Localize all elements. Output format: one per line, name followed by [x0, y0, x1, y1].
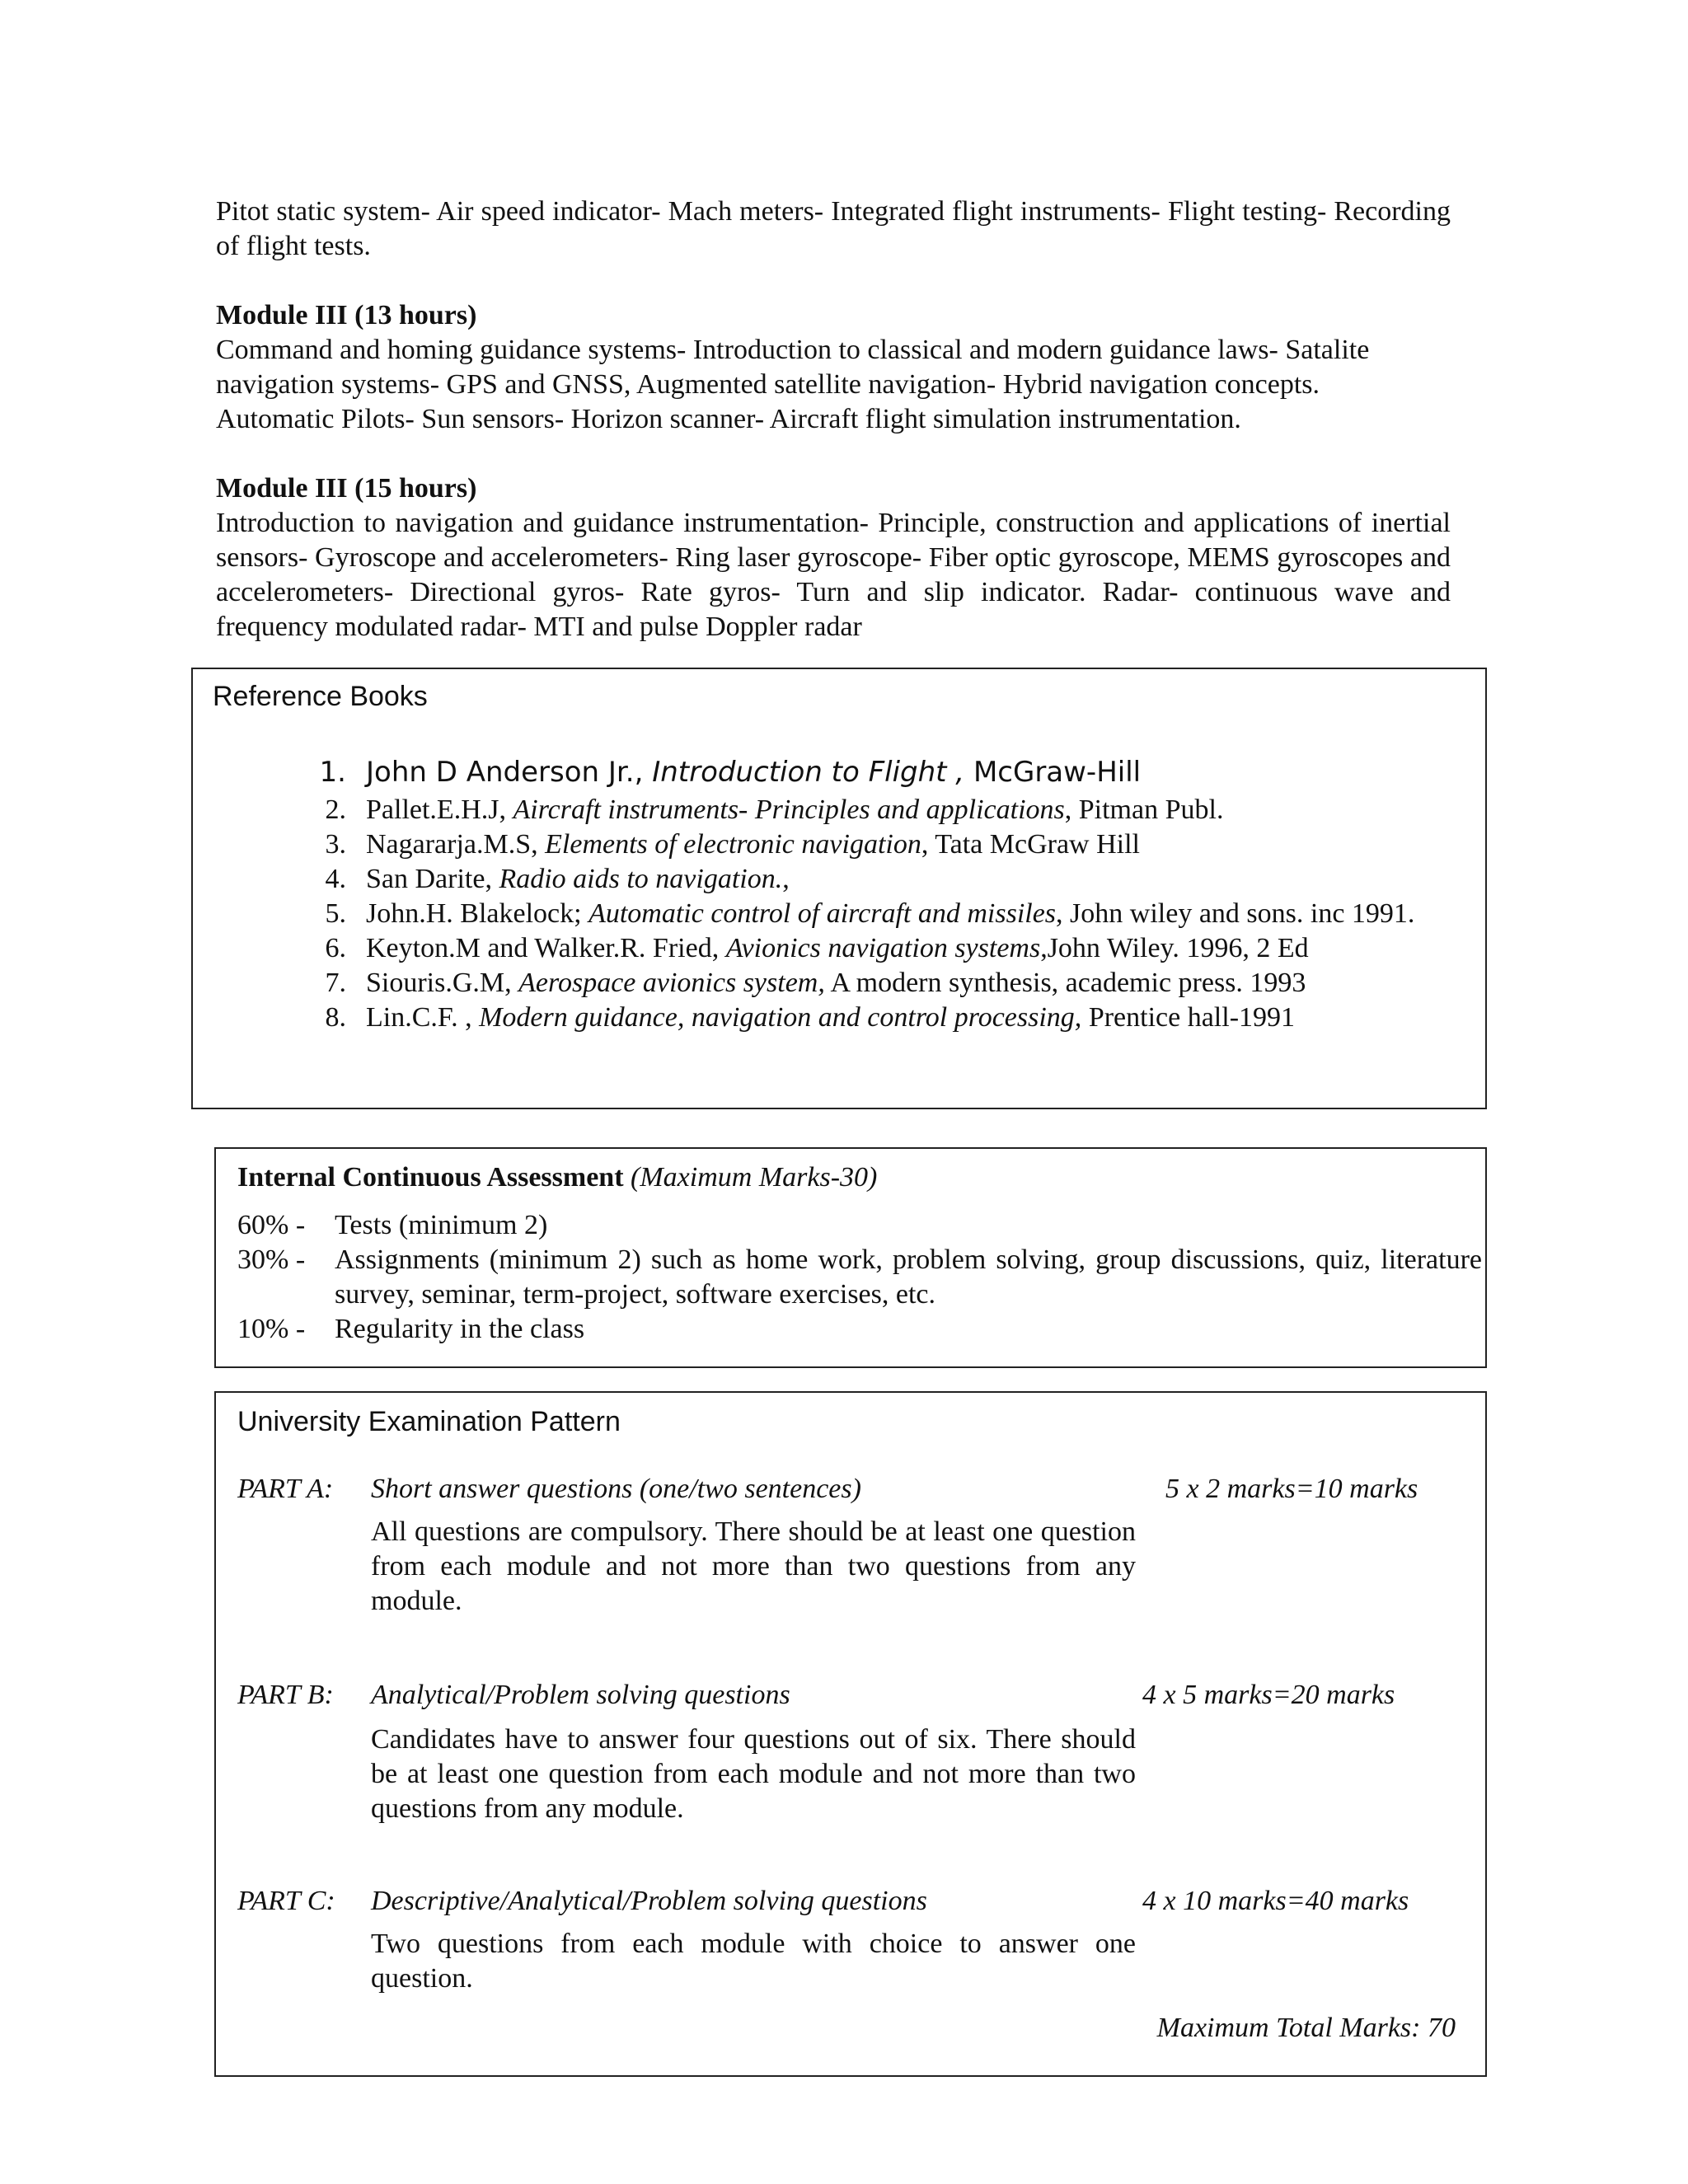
ica-row-text: Tests (minimum 2): [335, 1210, 548, 1240]
part-a-marks: 5 x 2 marks=10 marks: [1165, 1474, 1418, 1504]
module-13h-body: [216, 333, 1451, 437]
reference-number: 2.: [325, 794, 346, 825]
reference-title: Automatic control of aircraft and missiles: [588, 898, 1057, 929]
reference-title: Elements of electronic navigation: [545, 829, 921, 860]
reference-number: 8.: [325, 1002, 346, 1033]
ica-heading: [237, 1160, 877, 1195]
reference-number: 1.: [319, 756, 346, 789]
reference-title: Introduction to Flight ,: [652, 756, 965, 789]
part-c-description: Two questions from each module with choice to answer one question.: [371, 1929, 1136, 1994]
ica-row-tests: [237, 1208, 1482, 1243]
reference-publisher: Prentice hall-1991: [1088, 1002, 1296, 1033]
reference-author: Pallet.E.H.J,: [366, 794, 506, 825]
part-b-label: PART B:: [237, 1680, 334, 1710]
reference-list: [308, 752, 1446, 1035]
ica-row-text: Regularity in the class: [335, 1314, 585, 1344]
reference-author: Lin.C.F. ,: [366, 1002, 472, 1033]
intro-paragraph: Pitot static system- Air speed indicator- Mach meters- Integrated flight instruments- Flight testing- Recording of flight tests.: [216, 196, 1451, 261]
reference-title: Aerospace avionics system,: [518, 968, 825, 998]
reference-author: Siouris.G.M,: [366, 968, 512, 998]
ica-row-regularity: [237, 1312, 1482, 1347]
part-c-title: Descriptive/Analytical/Problem solving questions: [371, 1886, 927, 1916]
part-a-title: Short answer questions (one/two sentences): [371, 1474, 861, 1504]
module-heading-13h: Module III (13 hours): [216, 300, 477, 330]
exam-pattern-box: [214, 1391, 1487, 2077]
ica-row-pct: 10% -: [237, 1314, 306, 1344]
reference-publisher: , Pitman Publ.: [1064, 794, 1224, 825]
reference-number: 3.: [325, 829, 346, 860]
reference-item: [308, 827, 1446, 862]
reference-item: [308, 966, 1446, 1001]
reference-number: 6.: [325, 933, 346, 963]
reference-publisher: , John wiley and sons. inc 1991.: [1056, 898, 1415, 929]
part-a-label: PART A:: [237, 1474, 334, 1504]
ica-row-assignments: [237, 1243, 1482, 1312]
module-15h-body: Introduction to navigation and guidance instrumentation- Principle, construction and applications of inertial sensors- Gyroscope and accelerometers- Ring laser gyroscope- Fiber optic gyroscope, MEMS gyroscopes and accelerometers- Directional gyros- Rate gyros- Turn and slip indicator. Radar- continuous wave and frequency modulated radar- MTI and pulse Doppler radar: [216, 508, 1451, 642]
part-c-marks: 4 x 10 marks=40 marks: [1142, 1886, 1409, 1916]
reference-item: [308, 1001, 1446, 1035]
reference-author: John D Anderson Jr.,: [366, 756, 644, 789]
module-13h-line-2: navigation systems- GPS and GNSS, Augmented satellite navigation- Hybrid navigation concepts.: [216, 369, 1320, 400]
reference-publisher: , Tata McGraw Hill: [921, 829, 1140, 860]
reference-publisher: ,: [782, 864, 790, 894]
ica-row-pct: 30% -: [237, 1244, 306, 1275]
reference-title: Modern guidance, navigation and control processing,: [479, 1002, 1082, 1033]
reference-item: [308, 897, 1446, 931]
reference-publisher: ,John Wiley. 1996, 2 Ed: [1040, 933, 1309, 963]
reference-number: 4.: [325, 864, 346, 894]
reference-publisher: McGraw-Hill: [973, 756, 1142, 789]
reference-author: Nagararja.M.S,: [366, 829, 538, 860]
part-b-description: Candidates have to answer four questions out of six. There should be at least one question from each module and not more than two questions from any module.: [371, 1724, 1136, 1824]
reference-books-title: Reference Books: [213, 681, 428, 712]
ica-row-text: Assignments (minimum 2) such as home work, problem solving, group discussions, quiz, literature survey, seminar, term-project, software exercises, etc.: [335, 1244, 1482, 1310]
reference-publisher: A modern synthesis, academic press. 1993: [830, 968, 1306, 998]
part-b-marks: 4 x 5 marks=20 marks: [1142, 1680, 1395, 1710]
part-b-title: Analytical/Problem solving questions: [371, 1680, 790, 1710]
reference-author: John.H. Blakelock;: [366, 898, 582, 929]
part-a-description: All questions are compulsory. There should be at least one question from each module and not more than two questions from any module.: [371, 1516, 1136, 1616]
part-c-label: PART C:: [237, 1886, 335, 1916]
reference-number: 7.: [325, 968, 346, 998]
ica-row-pct: 60% -: [237, 1210, 306, 1240]
module-13h-line-1: Command and homing guidance systems- Introduction to classical and modern guidance laws- Satalite: [216, 335, 1370, 365]
maximum-total-marks: Maximum Total Marks: 70: [1156, 2013, 1456, 2043]
reference-title: Radio aids to navigation.: [499, 864, 783, 894]
reference-item: [308, 862, 1446, 897]
reference-title: Avionics navigation systems: [725, 933, 1041, 963]
reference-author: Keyton.M and Walker.R. Fried,: [366, 933, 720, 963]
module-heading-15h: Module III (15 hours): [216, 473, 477, 504]
reference-title: Aircraft instruments- Principles and applications: [513, 794, 1065, 825]
reference-item: [308, 793, 1446, 827]
ica-box: [214, 1147, 1487, 1368]
ica-title: Internal Continuous Assessment: [237, 1162, 624, 1193]
exam-pattern-title: University Examination Pattern: [237, 1406, 621, 1437]
reference-author: San Darite,: [366, 864, 492, 894]
reference-item: [308, 931, 1446, 966]
ica-subtitle: (Maximum Marks-30): [631, 1162, 878, 1193]
reference-number: 5.: [325, 898, 346, 929]
reference-item: [308, 752, 1446, 793]
reference-books-box: [191, 668, 1487, 1109]
module-13h-line-3: Automatic Pilots- Sun sensors- Horizon scanner- Aircraft flight simulation instrumentation.: [216, 404, 1241, 434]
